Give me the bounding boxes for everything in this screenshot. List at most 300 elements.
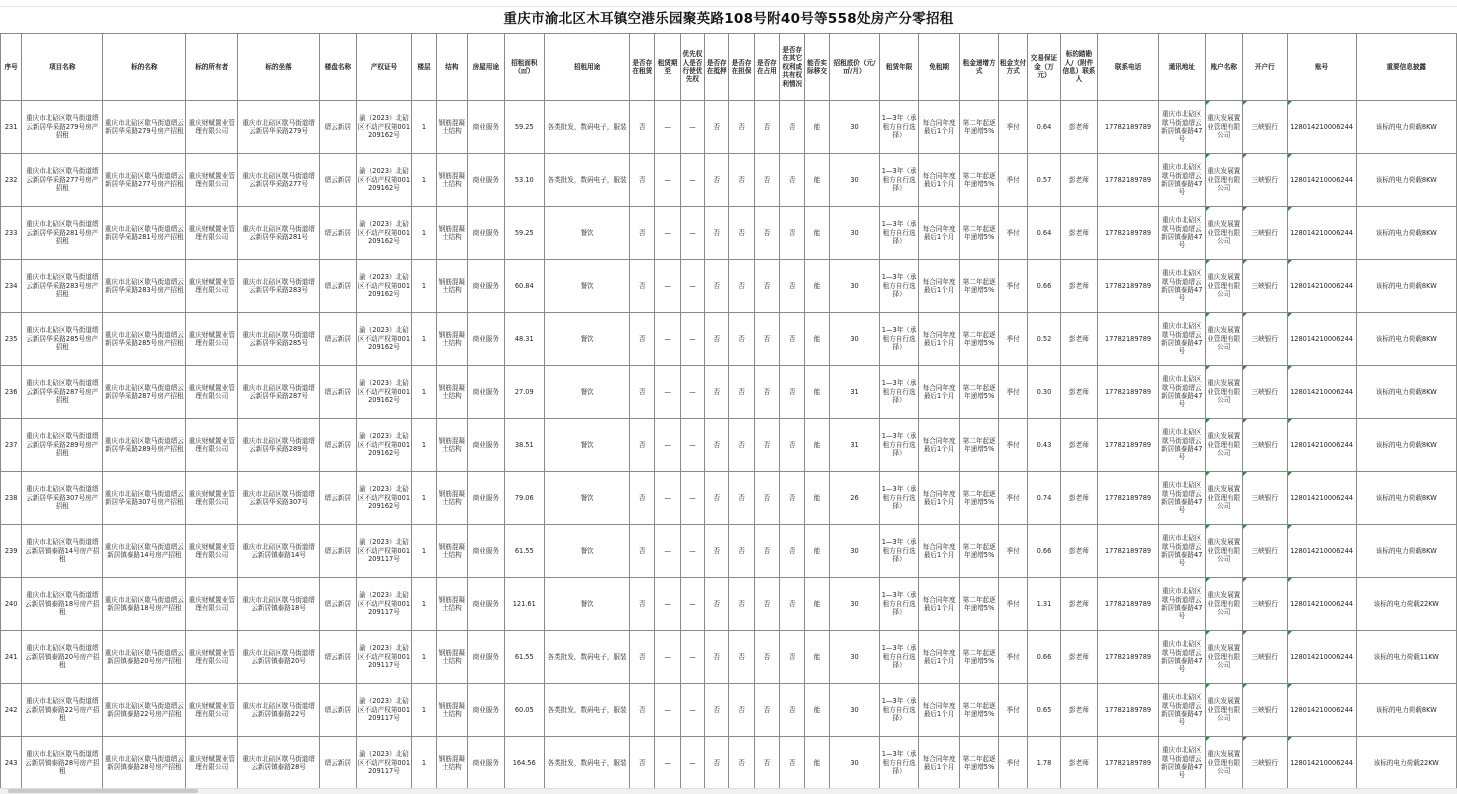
table-cell[interactable]: 1—3年（承租方自行选择） <box>880 525 919 578</box>
table-row[interactable] <box>1 313 1457 366</box>
table-cell[interactable]: 能 <box>805 101 829 154</box>
table-cell[interactable]: 否 <box>780 737 805 790</box>
table-cell[interactable]: 30 <box>829 631 880 684</box>
table-row[interactable] <box>1 631 1457 684</box>
table-cell[interactable]: 第二年起逐年递增5% <box>960 260 999 313</box>
table-cell[interactable]: 季付 <box>998 154 1027 207</box>
table-cell[interactable]: 1 <box>412 631 436 684</box>
table-cell[interactable]: 季付 <box>998 260 1027 313</box>
table-cell[interactable]: 钢筋混凝土结构 <box>436 207 467 260</box>
table-cell[interactable]: 各类批发，数码电子，服装 <box>545 631 630 684</box>
table-cell[interactable]: 渝（2023）北碚区不动产权第001209162号 <box>356 366 412 419</box>
table-cell[interactable]: 重庆市北碚区歇马街道缙云新居镇泰路47号 <box>1158 260 1205 313</box>
column-header[interactable]: 楼盘名称 <box>320 34 356 101</box>
table-cell[interactable]: — <box>680 154 704 207</box>
table-cell[interactable]: 否 <box>630 260 655 313</box>
table-cell[interactable]: 1.78 <box>1028 737 1060 790</box>
table-cell[interactable]: 59.25 <box>504 101 545 154</box>
table-cell[interactable]: 0.43 <box>1028 419 1060 472</box>
table-cell[interactable]: 彭老师 <box>1060 578 1097 631</box>
table-cell[interactable]: 钢筋混凝土结构 <box>436 684 467 737</box>
table-cell[interactable]: 渝（2023）北碚区不动产权第001209162号 <box>356 207 412 260</box>
table-cell[interactable]: 能 <box>805 472 829 525</box>
table-cell[interactable]: 否 <box>754 154 779 207</box>
column-header[interactable]: 标的坐落 <box>238 34 320 101</box>
table-cell[interactable]: 重庆市北碚区歇马街道缙云新居镇泰路47号 <box>1158 154 1205 207</box>
table-cell[interactable]: 0.64 <box>1028 101 1060 154</box>
table-cell[interactable]: 钢筋混凝土结构 <box>436 101 467 154</box>
table-cell[interactable]: 否 <box>729 260 754 313</box>
table-cell[interactable]: 能 <box>805 684 829 737</box>
table-cell[interactable]: 重庆市北碚区歇马街道缙云新居镇泰路47号 <box>1158 631 1205 684</box>
table-cell[interactable]: 否 <box>754 313 779 366</box>
table-cell[interactable]: 重庆市北碚区歇马街道缙云新居镇泰路18号 <box>238 578 320 631</box>
table-cell[interactable]: 钢筋混凝土结构 <box>436 419 467 472</box>
table-cell[interactable]: — <box>680 737 704 790</box>
table-cell[interactable]: 第二年起逐年递增5% <box>960 578 999 631</box>
table-cell[interactable]: 重庆市北碚区歇马街道缙云新居镇泰路47号 <box>1158 684 1205 737</box>
table-row[interactable] <box>1 578 1457 631</box>
table-cell[interactable]: 否 <box>780 207 805 260</box>
table-cell[interactable]: 否 <box>780 631 805 684</box>
table-cell[interactable]: 否 <box>630 366 655 419</box>
table-cell[interactable]: 否 <box>754 260 779 313</box>
table-cell[interactable]: 否 <box>705 419 729 472</box>
table-cell[interactable]: 否 <box>705 154 729 207</box>
table-cell[interactable]: 128014210006244 <box>1287 313 1356 366</box>
table-cell[interactable]: 商业服务 <box>468 631 504 684</box>
table-cell[interactable]: 1 <box>412 260 436 313</box>
table-cell[interactable]: 重庆市北碚区歇马街道缙云新居镇泰路47号 <box>1158 472 1205 525</box>
table-cell[interactable]: 31 <box>829 419 880 472</box>
table-cell[interactable]: 否 <box>780 525 805 578</box>
table-cell[interactable]: 否 <box>630 631 655 684</box>
table-cell[interactable]: 233 <box>1 207 22 260</box>
table-cell[interactable]: 每合同年度最后1个月 <box>918 684 960 737</box>
table-cell[interactable]: 17782189789 <box>1098 419 1159 472</box>
table-cell[interactable]: 第二年起逐年递增5% <box>960 419 999 472</box>
column-header[interactable]: 是否存在担保 <box>729 34 754 101</box>
table-cell[interactable]: 否 <box>754 737 779 790</box>
table-cell[interactable]: 128014210006244 <box>1287 578 1356 631</box>
table-cell[interactable]: 能 <box>805 419 829 472</box>
table-cell[interactable]: 1 <box>412 684 436 737</box>
table-cell[interactable]: 重庆市北碚区歇马街道缙云新居镇泰路14号房产招租 <box>22 525 103 578</box>
table-cell[interactable]: 该标的电力荷载8KW <box>1356 525 1457 578</box>
table-cell[interactable]: 38.51 <box>504 419 545 472</box>
table-cell[interactable]: 重庆市北碚区歇马街道缙云新居华采路279号 <box>238 101 320 154</box>
table-cell[interactable]: 彭老师 <box>1060 207 1097 260</box>
table-cell[interactable]: 1—3年（承租方自行选择） <box>880 101 919 154</box>
table-cell[interactable]: 该标的电力荷载8KW <box>1356 472 1457 525</box>
table-cell[interactable]: 128014210006244 <box>1287 419 1356 472</box>
table-cell[interactable]: 商业服务 <box>468 737 504 790</box>
table-cell[interactable]: 重庆发展置业管理有限公司 <box>1205 260 1242 313</box>
table-cell[interactable]: 重庆市北碚区歇马街道缙云新居华采路277号房产招租 <box>22 154 103 207</box>
table-cell[interactable]: 0.66 <box>1028 631 1060 684</box>
table-cell[interactable]: 钢筋混凝土结构 <box>436 260 467 313</box>
table-cell[interactable]: 否 <box>630 207 655 260</box>
table-cell[interactable]: 重庆市北碚区歇马街道缙云新居华采路277号 <box>238 154 320 207</box>
table-cell[interactable]: 17782189789 <box>1098 525 1159 578</box>
table-cell[interactable]: 否 <box>754 631 779 684</box>
table-cell[interactable]: 第二年起逐年递增5% <box>960 366 999 419</box>
column-header[interactable]: 能否实际移交 <box>805 34 829 101</box>
table-cell[interactable]: 1 <box>412 366 436 419</box>
table-cell[interactable]: 0.66 <box>1028 260 1060 313</box>
table-cell[interactable]: 三峡银行 <box>1243 578 1288 631</box>
table-cell[interactable]: 重庆市北碚区歇马街道缙云新居镇泰路47号 <box>1158 313 1205 366</box>
table-cell[interactable]: 季付 <box>998 631 1027 684</box>
table-cell[interactable]: 季付 <box>998 313 1027 366</box>
table-cell[interactable]: 重庆市北碚区歇马街道缙云新居镇泰路22号房产招租 <box>22 684 103 737</box>
table-cell[interactable]: 餐饮 <box>545 366 630 419</box>
table-cell[interactable]: 31 <box>829 366 880 419</box>
table-cell[interactable]: 否 <box>705 737 729 790</box>
table-cell[interactable]: 各类批发，数码电子，服装 <box>545 737 630 790</box>
table-cell[interactable]: 能 <box>805 578 829 631</box>
table-cell[interactable]: 重庆财赋置业管理有限公司 <box>186 313 238 366</box>
table-cell[interactable]: 否 <box>705 525 729 578</box>
table-cell[interactable]: 128014210006244 <box>1287 207 1356 260</box>
table-cell[interactable]: 1—3年（承租方自行选择） <box>880 313 919 366</box>
table-cell[interactable]: 否 <box>729 419 754 472</box>
column-header[interactable]: 序号 <box>1 34 22 101</box>
table-cell[interactable]: 季付 <box>998 366 1027 419</box>
table-cell[interactable]: 渝（2023）北碚区不动产权第001209162号 <box>356 313 412 366</box>
table-cell[interactable]: 1—3年（承租方自行选择） <box>880 207 919 260</box>
table-cell[interactable]: 0.74 <box>1028 472 1060 525</box>
table-cell[interactable]: 重庆财赋置业管理有限公司 <box>186 737 238 790</box>
table-cell[interactable]: 重庆市北碚区歇马街道缙云新居华采路287号房产招租 <box>103 366 186 419</box>
table-cell[interactable]: 否 <box>754 101 779 154</box>
table-cell[interactable]: 第二年起逐年递增5% <box>960 737 999 790</box>
column-header[interactable]: 免租期 <box>918 34 960 101</box>
column-header[interactable]: 招租用途 <box>545 34 630 101</box>
table-cell[interactable]: 第二年起逐年递增5% <box>960 472 999 525</box>
table-cell[interactable]: — <box>680 525 704 578</box>
table-cell[interactable]: 能 <box>805 525 829 578</box>
table-cell[interactable]: 商业服务 <box>468 207 504 260</box>
table-cell[interactable]: 128014210006244 <box>1287 472 1356 525</box>
table-cell[interactable]: 1 <box>412 313 436 366</box>
table-cell[interactable]: 17782189789 <box>1098 631 1159 684</box>
table-cell[interactable]: 该标的电力荷载8KW <box>1356 313 1457 366</box>
table-cell[interactable]: 重庆市北碚区歇马街道缙云新居华采路285号房产招租 <box>103 313 186 366</box>
table-cell[interactable]: 重庆发展置业管理有限公司 <box>1205 737 1242 790</box>
table-cell[interactable]: 能 <box>805 737 829 790</box>
table-cell[interactable]: 1—3年（承租方自行选择） <box>880 578 919 631</box>
table-cell[interactable]: 餐饮 <box>545 313 630 366</box>
table-cell[interactable]: 重庆财赋置业管理有限公司 <box>186 260 238 313</box>
table-cell[interactable]: 重庆市北碚区歇马街道缙云新居镇泰路47号 <box>1158 207 1205 260</box>
table-cell[interactable]: 该标的电力荷载22KW <box>1356 737 1457 790</box>
table-cell[interactable]: 餐饮 <box>545 419 630 472</box>
table-cell[interactable]: 否 <box>630 578 655 631</box>
table-cell[interactable]: — <box>655 578 680 631</box>
table-cell[interactable]: 1—3年（承租方自行选择） <box>880 419 919 472</box>
table-cell[interactable]: 否 <box>630 684 655 737</box>
table-cell[interactable]: 商业服务 <box>468 525 504 578</box>
table-cell[interactable]: 重庆市北碚区歇马街道缙云新居镇泰路18号房产招租 <box>103 578 186 631</box>
table-cell[interactable]: — <box>680 631 704 684</box>
table-row[interactable] <box>1 472 1457 525</box>
table-cell[interactable]: 重庆市北碚区歇马街道缙云新居镇泰路28号房产招租 <box>22 737 103 790</box>
table-cell[interactable]: 缙云新居 <box>320 525 356 578</box>
table-cell[interactable]: — <box>680 366 704 419</box>
table-cell[interactable]: 重庆财赋置业管理有限公司 <box>186 366 238 419</box>
table-cell[interactable]: 60.84 <box>504 260 545 313</box>
table-cell[interactable]: 240 <box>1 578 22 631</box>
table-cell[interactable]: 彭老师 <box>1060 260 1097 313</box>
table-cell[interactable]: 各类批发，数码电子，服装 <box>545 101 630 154</box>
table-cell[interactable]: 缙云新居 <box>320 313 356 366</box>
table-cell[interactable]: 商业服务 <box>468 419 504 472</box>
table-row[interactable] <box>1 684 1457 737</box>
column-header[interactable]: 开户行 <box>1243 34 1288 101</box>
table-cell[interactable]: 否 <box>754 419 779 472</box>
table-cell[interactable]: 17782189789 <box>1098 578 1159 631</box>
table-cell[interactable]: 该标的电力荷载8KW <box>1356 154 1457 207</box>
table-cell[interactable]: 彭老师 <box>1060 684 1097 737</box>
table-cell[interactable]: 30 <box>829 737 880 790</box>
table-cell[interactable]: 1—3年（承租方自行选择） <box>880 684 919 737</box>
table-cell[interactable]: 128014210006244 <box>1287 260 1356 313</box>
table-cell[interactable]: 否 <box>630 101 655 154</box>
table-row[interactable] <box>1 101 1457 154</box>
column-header[interactable]: 通讯地址 <box>1158 34 1205 101</box>
table-cell[interactable]: 第二年起逐年递增5% <box>960 207 999 260</box>
table-cell[interactable]: 否 <box>729 684 754 737</box>
table-cell[interactable]: 重庆发展置业管理有限公司 <box>1205 684 1242 737</box>
table-cell[interactable]: 128014210006244 <box>1287 631 1356 684</box>
table-cell[interactable]: 1 <box>412 101 436 154</box>
table-cell[interactable]: — <box>680 313 704 366</box>
table-cell[interactable]: 128014210006244 <box>1287 525 1356 578</box>
table-row[interactable] <box>1 366 1457 419</box>
table-cell[interactable]: 17782189789 <box>1098 737 1159 790</box>
table-cell[interactable]: 59.25 <box>504 207 545 260</box>
table-cell[interactable]: 1 <box>412 207 436 260</box>
table-cell[interactable]: 1.31 <box>1028 578 1060 631</box>
table-cell[interactable]: 重庆市北碚区歇马街道缙云新居华采路287号 <box>238 366 320 419</box>
table-cell[interactable]: 0.30 <box>1028 366 1060 419</box>
table-cell[interactable]: 重庆发展置业管理有限公司 <box>1205 154 1242 207</box>
column-header[interactable]: 账户名称 <box>1205 34 1242 101</box>
table-cell[interactable]: — <box>655 154 680 207</box>
table-cell[interactable]: 重庆市北碚区歇马街道缙云新居华采路283号房产招租 <box>22 260 103 313</box>
table-row[interactable] <box>1 525 1457 578</box>
column-header[interactable]: 租金支付方式 <box>998 34 1027 101</box>
table-cell[interactable]: 季付 <box>998 419 1027 472</box>
table-cell[interactable]: 重庆市北碚区歇马街道缙云新居华采路279号房产招租 <box>103 101 186 154</box>
table-cell[interactable]: 235 <box>1 313 22 366</box>
table-cell[interactable]: 121.61 <box>504 578 545 631</box>
column-header[interactable]: 账号 <box>1287 34 1356 101</box>
column-header[interactable]: 重要信息披露 <box>1356 34 1457 101</box>
table-cell[interactable]: 季付 <box>998 737 1027 790</box>
column-header[interactable]: 标的所有者 <box>186 34 238 101</box>
table-cell[interactable]: 1—3年（承租方自行选择） <box>880 631 919 684</box>
table-cell[interactable]: 季付 <box>998 472 1027 525</box>
table-cell[interactable]: 商业服务 <box>468 260 504 313</box>
table-cell[interactable]: 彭老师 <box>1060 101 1097 154</box>
table-cell[interactable]: 1 <box>412 472 436 525</box>
table-cell[interactable]: 17782189789 <box>1098 366 1159 419</box>
table-cell[interactable]: 餐饮 <box>545 260 630 313</box>
table-cell[interactable]: 53.10 <box>504 154 545 207</box>
table-cell[interactable]: 渝（2023）北碚区不动产权第001209117号 <box>356 525 412 578</box>
table-cell[interactable]: 重庆市北碚区歇马街道缙云新居华采路279号房产招租 <box>22 101 103 154</box>
table-cell[interactable]: 重庆财赋置业管理有限公司 <box>186 578 238 631</box>
table-cell[interactable]: 三峡银行 <box>1243 472 1288 525</box>
table-cell[interactable]: 重庆市北碚区歇马街道缙云新居华采路289号 <box>238 419 320 472</box>
table-cell[interactable]: 钢筋混凝土结构 <box>436 472 467 525</box>
table-cell[interactable]: 61.55 <box>504 525 545 578</box>
table-cell[interactable]: 缙云新居 <box>320 737 356 790</box>
table-cell[interactable]: 239 <box>1 525 22 578</box>
table-row[interactable] <box>1 260 1457 313</box>
table-cell[interactable]: 每合同年度最后1个月 <box>918 260 960 313</box>
table-row[interactable] <box>1 154 1457 207</box>
table-cell[interactable]: 该标的电力荷载8KW <box>1356 419 1457 472</box>
table-cell[interactable]: 钢筋混凝土结构 <box>436 578 467 631</box>
table-cell[interactable]: 每合同年度最后1个月 <box>918 207 960 260</box>
table-cell[interactable]: 三峡银行 <box>1243 101 1288 154</box>
column-header[interactable]: 标的名称 <box>103 34 186 101</box>
table-cell[interactable]: 否 <box>705 101 729 154</box>
table-cell[interactable]: 否 <box>729 313 754 366</box>
table-cell[interactable]: 三峡银行 <box>1243 260 1288 313</box>
table-cell[interactable]: 重庆市北碚区歇马街道缙云新居华采路277号房产招租 <box>103 154 186 207</box>
table-cell[interactable]: 重庆市北碚区歇马街道缙云新居镇泰路47号 <box>1158 366 1205 419</box>
column-header[interactable]: 结构 <box>436 34 467 101</box>
table-cell[interactable]: 1 <box>412 419 436 472</box>
table-cell[interactable]: 否 <box>729 366 754 419</box>
table-cell[interactable]: 17782189789 <box>1098 260 1159 313</box>
table-cell[interactable]: 否 <box>729 154 754 207</box>
table-cell[interactable]: 钢筋混凝土结构 <box>436 313 467 366</box>
table-cell[interactable]: 三峡银行 <box>1243 154 1288 207</box>
table-cell[interactable]: 季付 <box>998 525 1027 578</box>
table-cell[interactable]: 重庆发展置业管理有限公司 <box>1205 472 1242 525</box>
table-cell[interactable]: 缙云新居 <box>320 684 356 737</box>
table-cell[interactable]: 重庆发展置业管理有限公司 <box>1205 207 1242 260</box>
column-header[interactable]: 招租底价（元/㎡/月） <box>829 34 880 101</box>
table-cell[interactable]: 否 <box>705 631 729 684</box>
column-header[interactable]: 联系电话 <box>1098 34 1159 101</box>
table-cell[interactable]: 重庆发展置业管理有限公司 <box>1205 578 1242 631</box>
table-cell[interactable]: 餐饮 <box>545 207 630 260</box>
table-cell[interactable]: 每合同年度最后1个月 <box>918 737 960 790</box>
table-cell[interactable]: 重庆市北碚区歇马街道缙云新居镇泰路20号房产招租 <box>103 631 186 684</box>
table-cell[interactable]: 季付 <box>998 684 1027 737</box>
table-cell[interactable]: 第二年起逐年递增5% <box>960 313 999 366</box>
table-cell[interactable]: 重庆财赋置业管理有限公司 <box>186 207 238 260</box>
table-cell[interactable]: 17782189789 <box>1098 313 1159 366</box>
table-cell[interactable]: 每合同年度最后1个月 <box>918 101 960 154</box>
table-cell[interactable]: 渝（2023）北碚区不动产权第001209162号 <box>356 154 412 207</box>
table-cell[interactable]: 否 <box>630 419 655 472</box>
table-cell[interactable]: 商业服务 <box>468 101 504 154</box>
table-cell[interactable]: 重庆市北碚区歇马街道缙云新居镇泰路14号房产招租 <box>103 525 186 578</box>
table-cell[interactable]: — <box>680 419 704 472</box>
table-cell[interactable]: 钢筋混凝土结构 <box>436 737 467 790</box>
table-cell[interactable]: 否 <box>780 101 805 154</box>
column-header[interactable]: 房屋用途 <box>468 34 504 101</box>
table-cell[interactable]: — <box>655 101 680 154</box>
table-cell[interactable]: 否 <box>754 472 779 525</box>
table-cell[interactable]: 彭老师 <box>1060 419 1097 472</box>
table-cell[interactable]: 重庆市北碚区歇马街道缙云新居镇泰路47号 <box>1158 101 1205 154</box>
table-cell[interactable]: 128014210006244 <box>1287 366 1356 419</box>
table-cell[interactable]: 每合同年度最后1个月 <box>918 472 960 525</box>
table-cell[interactable]: 否 <box>729 101 754 154</box>
table-cell[interactable]: 1—3年（承租方自行选择） <box>880 737 919 790</box>
table-cell[interactable]: 重庆发展置业管理有限公司 <box>1205 313 1242 366</box>
table-cell[interactable]: — <box>655 525 680 578</box>
table-cell[interactable]: 1 <box>412 525 436 578</box>
table-cell[interactable]: 该标的电力荷载8KW <box>1356 260 1457 313</box>
table-cell[interactable]: 0.57 <box>1028 154 1060 207</box>
table-cell[interactable]: 重庆市北碚区歇马街道缙云新居镇泰路47号 <box>1158 737 1205 790</box>
table-cell[interactable]: 重庆市北碚区歇马街道缙云新居镇泰路47号 <box>1158 578 1205 631</box>
table-cell[interactable]: 重庆市北碚区歇马街道缙云新居华采路281号房产招租 <box>22 207 103 260</box>
table-cell[interactable]: 三峡银行 <box>1243 631 1288 684</box>
table-cell[interactable]: 否 <box>705 260 729 313</box>
table-cell[interactable]: 餐饮 <box>545 578 630 631</box>
table-cell[interactable]: 彭老师 <box>1060 472 1097 525</box>
table-cell[interactable]: 渝（2023）北碚区不动产权第001209117号 <box>356 737 412 790</box>
table-cell[interactable]: 重庆发展置业管理有限公司 <box>1205 525 1242 578</box>
table-cell[interactable]: 重庆市北碚区歇马街道缙云新居华采路289号房产招租 <box>22 419 103 472</box>
table-cell[interactable]: 否 <box>705 578 729 631</box>
table-cell[interactable]: — <box>655 260 680 313</box>
table-cell[interactable]: 重庆市北碚区歇马街道缙云新居华采路307号房产招租 <box>103 472 186 525</box>
table-cell[interactable]: — <box>655 631 680 684</box>
table-cell[interactable]: 1—3年（承租方自行选择） <box>880 154 919 207</box>
table-cell[interactable]: 缙云新居 <box>320 578 356 631</box>
column-header[interactable]: 是否存在其它权利或共有权利情况 <box>780 34 805 101</box>
table-cell[interactable]: — <box>680 684 704 737</box>
table-cell[interactable]: 该标的电力荷载11KW <box>1356 631 1457 684</box>
table-cell[interactable]: 该标的电力荷载22KW <box>1356 578 1457 631</box>
table-cell[interactable]: 否 <box>754 684 779 737</box>
table-cell[interactable]: 0.65 <box>1028 684 1060 737</box>
table-cell[interactable]: — <box>680 472 704 525</box>
table-cell[interactable]: 彭老师 <box>1060 631 1097 684</box>
table-cell[interactable]: 否 <box>780 154 805 207</box>
table-cell[interactable]: 每合同年度最后1个月 <box>918 525 960 578</box>
table-cell[interactable]: 30 <box>829 154 880 207</box>
column-header[interactable]: 是否存在租赁 <box>630 34 655 101</box>
table-cell[interactable]: 1 <box>412 737 436 790</box>
table-cell[interactable]: 商业服务 <box>468 313 504 366</box>
table-cell[interactable]: 否 <box>705 313 729 366</box>
table-cell[interactable]: 重庆市北碚区歇马街道缙云新居华采路281号 <box>238 207 320 260</box>
table-cell[interactable]: 1—3年（承租方自行选择） <box>880 260 919 313</box>
table-cell[interactable]: 重庆发展置业管理有限公司 <box>1205 419 1242 472</box>
horizontal-scrollbar[interactable] <box>0 788 1457 794</box>
table-cell[interactable]: 该标的电力荷载8KW <box>1356 684 1457 737</box>
table-cell[interactable]: 30 <box>829 684 880 737</box>
table-cell[interactable]: 234 <box>1 260 22 313</box>
table-cell[interactable]: 232 <box>1 154 22 207</box>
table-cell[interactable]: 否 <box>729 578 754 631</box>
table-cell[interactable]: 否 <box>705 207 729 260</box>
table-cell[interactable]: 否 <box>705 684 729 737</box>
table-cell[interactable]: 243 <box>1 737 22 790</box>
